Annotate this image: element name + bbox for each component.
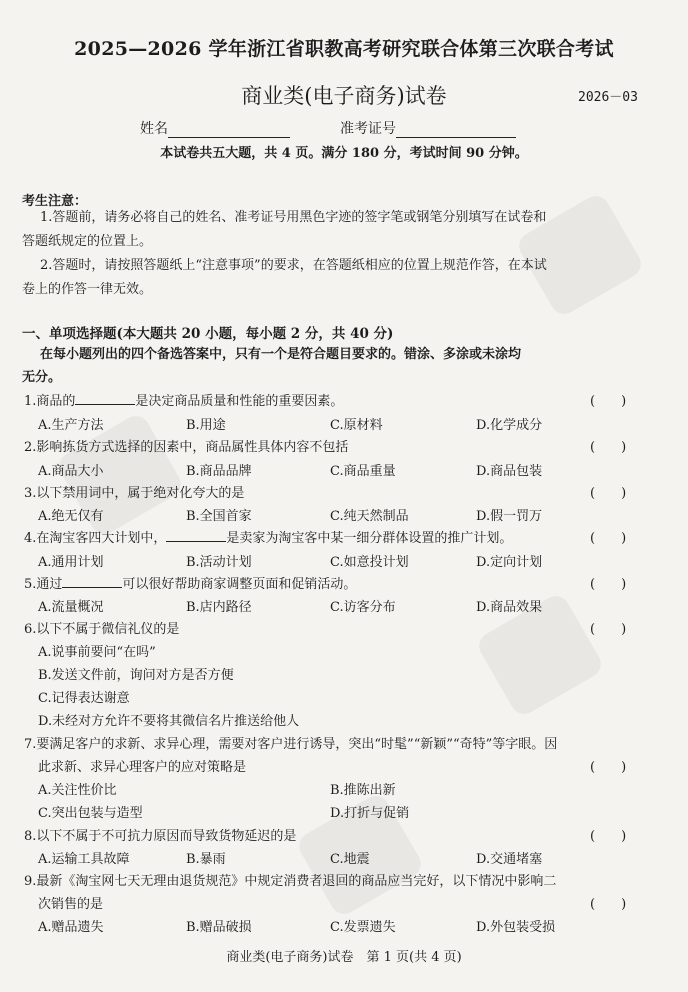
question-5-stem-pre: 5.通过	[24, 577, 63, 592]
question-2-stem: 2.影响拣货方式选择的因素中，商品属性具体内容不包括	[24, 440, 349, 455]
answer-bracket[interactable]: ( )	[590, 531, 627, 546]
question-2-option-b[interactable]: B.商品品牌	[186, 464, 252, 479]
answer-bracket[interactable]: ( )	[590, 829, 627, 844]
question-1-option-b[interactable]: B.用途	[186, 418, 226, 433]
question-6-stem: 6.以下不属于微信礼仪的是	[24, 622, 180, 637]
question-3-option-c[interactable]: C.纯天然制品	[330, 509, 409, 524]
question-9-option-d[interactable]: D.外包装受损	[476, 920, 556, 935]
question-7-option-d[interactable]: D.打折与促销	[330, 806, 410, 821]
question-8-option-c[interactable]: C.地震	[330, 852, 370, 867]
question-7-stem-line-2: 此求新、求异心理客户的应对策略是	[38, 760, 247, 775]
question-8-option-a[interactable]: A.运输工具故障	[38, 852, 130, 867]
answer-bracket[interactable]: ( )	[590, 440, 627, 455]
question-9-stem-line-1: 9.最新《淘宝网七天无理由退货规范》中规定消费者退回的商品应当完好，以下情况中影响二	[24, 874, 557, 889]
notice-item-1-line-2: 答题纸规定的位置上。	[22, 234, 153, 249]
question-6-option-c[interactable]: C.记得表达谢意	[38, 691, 130, 706]
question-5-option-c[interactable]: C.访客分布	[330, 600, 396, 615]
question-3-option-d[interactable]: D.假一罚万	[476, 509, 543, 524]
question-4-stem-pre: 4.在淘宝客四大计划中，	[24, 531, 167, 546]
notice-item-2-line-1: 2.答题时，请按照答题纸上“注意事项”的要求，在答题纸相应的位置上规范作答，在本试	[40, 258, 547, 273]
exam-info: 本试卷共五大题，共 4 页。满分 180 分，考试时间 90 分钟。	[160, 146, 528, 161]
section-intro-line-2: 无分。	[22, 370, 62, 385]
question-7-stem-line-1: 7.要满足客户的求新、求异心理，需要对客户进行诱导，突出“时髦”“新颖”“奇特”等字眼。因	[24, 737, 558, 752]
question-7-option-c[interactable]: C.突出包装与造型	[38, 806, 143, 821]
question-5-option-d[interactable]: D.商品效果	[476, 600, 543, 615]
answer-blank	[62, 575, 122, 588]
question-1-stem-post: 是决定商品质量和性能的重要因素。	[135, 394, 344, 409]
notice-item-2-line-2: 卷上的作答一律无效。	[22, 282, 153, 297]
name-underline[interactable]	[168, 123, 290, 138]
name-label: 姓名	[140, 121, 168, 137]
question-4-option-d[interactable]: D.定向计划	[476, 555, 543, 570]
question-9-option-a[interactable]: A.赠品遗失	[38, 920, 104, 935]
question-5-stem	[24, 573, 356, 592]
question-2-option-a[interactable]: A.商品大小	[38, 464, 104, 479]
question-6-option-d[interactable]: D.未经对方允许不要将其微信名片推送给他人	[38, 714, 300, 729]
question-7-option-b[interactable]: B.推陈出新	[330, 783, 396, 798]
question-1-stem-pre: 1.商品的	[24, 394, 76, 409]
answer-bracket[interactable]: ( )	[590, 760, 627, 775]
question-4-option-c[interactable]: C.如意投计划	[330, 555, 409, 570]
question-8-option-d[interactable]: D.交通堵塞	[476, 852, 543, 867]
question-1-option-c[interactable]: C.原材料	[330, 418, 383, 433]
exam-title: 2025—2026 学年浙江省职教高考研究联合体第三次联合考试	[74, 38, 614, 60]
section-intro-line-1: 在每小题列出的四个备选答案中，只有一个是符合题目要求的。错涂、多涂或未涂均	[40, 347, 522, 362]
question-3-stem: 3.以下禁用词中，属于绝对化夸大的是	[24, 486, 245, 501]
question-1-option-a[interactable]: A.生产方法	[38, 418, 104, 433]
question-6-option-b[interactable]: B.发送文件前，询问对方是否方便	[38, 668, 234, 683]
question-3-option-a[interactable]: A.绝无仅有	[38, 509, 104, 524]
name-field[interactable]	[140, 118, 290, 138]
id-underline[interactable]	[396, 123, 516, 138]
question-9-stem-line-2: 次销售的是	[38, 897, 104, 912]
answer-bracket[interactable]: ( )	[590, 486, 627, 501]
question-4-stem	[24, 527, 512, 546]
question-7-option-a[interactable]: A.关注性价比	[38, 783, 117, 798]
answer-bracket[interactable]: ( )	[590, 394, 627, 409]
question-4-option-b[interactable]: B.活动计划	[186, 555, 252, 570]
answer-blank	[166, 529, 226, 542]
question-8-option-b[interactable]: B.暴雨	[186, 852, 226, 867]
notice-heading: 考生注意：	[22, 194, 88, 209]
answer-bracket[interactable]: ( )	[590, 577, 627, 592]
question-5-option-b[interactable]: B.店内路径	[186, 600, 252, 615]
question-5-option-a[interactable]: A.流量概况	[38, 600, 104, 615]
question-2-option-c[interactable]: C.商品重量	[330, 464, 396, 479]
question-4-stem-post: 是卖家为淘宝客中某一细分群体设置的推广计划。	[226, 531, 513, 546]
section-heading: 一、单项选择题(本大题共 20 小题，每小题 2 分，共 40 分)	[22, 326, 394, 342]
question-8-stem: 8.以下不属于不可抗力原因而导致货物延迟的是	[24, 829, 297, 844]
answer-blank	[75, 392, 135, 405]
answer-bracket[interactable]: ( )	[590, 897, 627, 912]
question-3-option-b[interactable]: B.全国首家	[186, 509, 252, 524]
notice-item-1-line-1: 1.答题前，请务必将自己的姓名、准考证号用黑色字迹的签字笔或钢笔分别填写在试卷和	[40, 210, 547, 225]
answer-bracket[interactable]: ( )	[590, 622, 627, 637]
question-6-option-a[interactable]: A.说事前要问“在吗”	[38, 645, 156, 660]
id-label: 准考证号	[340, 121, 396, 137]
question-4-option-a[interactable]: A.通用计划	[38, 555, 104, 570]
question-9-option-c[interactable]: C.发票遗失	[330, 920, 396, 935]
page-footer: 商业类(电子商务)试卷 第 1 页(共 4 页)	[226, 950, 462, 965]
question-9-option-b[interactable]: B.赠品破损	[186, 920, 252, 935]
question-5-stem-post: 可以很好帮助商家调整页面和促销活动。	[122, 577, 357, 592]
question-1-stem	[24, 390, 343, 409]
id-field[interactable]	[340, 118, 516, 138]
question-2-option-d[interactable]: D.商品包装	[476, 464, 543, 479]
exam-date: 2026－03	[578, 90, 638, 105]
exam-subtitle: 商业类(电子商务)试卷	[241, 84, 447, 108]
question-1-option-d[interactable]: D.化学成分	[476, 418, 543, 433]
